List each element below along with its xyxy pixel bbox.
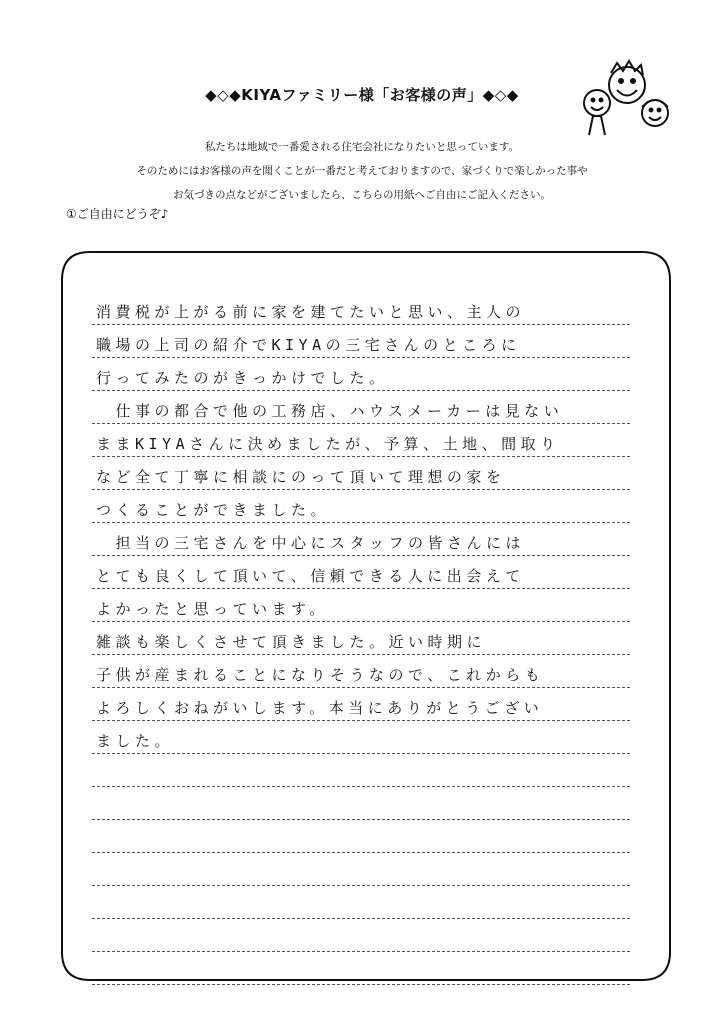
- page-title: ◆◇◆KIYAファミリー様「お客様の声」◆◇◆: [205, 86, 519, 104]
- writing-line: [92, 887, 630, 919]
- handwritten-text: よかったと思っています。: [96, 600, 329, 618]
- intro-line: お気づきの点などがございましたら、こちらの用紙へご自由にご記入ください。: [173, 189, 551, 201]
- writing-line: [92, 425, 630, 457]
- writing-line: [92, 491, 630, 523]
- writing-line: [92, 590, 630, 622]
- intro-line: 私たちは地域で一番愛される住宅会社になりたいと思っています。: [204, 141, 520, 153]
- handwritten-text: 消費税が上がる前に家を建てたいと思い、主人の: [96, 303, 526, 321]
- writing-line: [92, 788, 630, 820]
- handwritten-text: 子供が産まれることになりそうなので、これからも: [96, 666, 545, 684]
- handwritten-text: ままKIYAさんに決めましたが、予算、土地、間取り: [96, 435, 560, 453]
- writing-line: [92, 293, 630, 325]
- intro-text: [0, 135, 724, 207]
- writing-line: [92, 854, 630, 886]
- writing-line: [92, 656, 630, 688]
- writing-line: [92, 722, 630, 754]
- handwritten-text: 行ってみたのがきっかけでした。: [96, 369, 389, 387]
- writing-line: [92, 623, 630, 655]
- writing-line: [92, 359, 630, 391]
- section-prompt: ①ご自由にどうぞ♪: [66, 207, 169, 221]
- writing-line: [92, 524, 630, 556]
- writing-line: [92, 689, 630, 721]
- writing-line: [92, 557, 630, 589]
- handwritten-text: 担当の三宅さんを中心にスタッフの皆さんには: [96, 534, 526, 552]
- writing-line: [92, 326, 630, 358]
- writing-line: [92, 821, 630, 853]
- writing-line: [92, 953, 630, 985]
- handwritten-text: ました。: [96, 732, 175, 750]
- handwritten-text: 職場の上司の紹介でKIYAの三宅さんのところに: [96, 336, 521, 354]
- intro-line: そのためにはお客様の声を聞くことが一番だと考えておりますので、家づくりで楽しかった事や: [136, 165, 588, 177]
- writing-line: [92, 392, 630, 424]
- writing-line: [92, 920, 630, 952]
- handwritten-text: など全て丁寧に相談にのって頂いて理想の家を: [96, 468, 506, 486]
- smiling-family-icon: [575, 55, 675, 140]
- writing-line: [92, 458, 630, 490]
- handwritten-text: 仕事の都合で他の工務店、ハウスメーカーは見ない: [96, 402, 564, 420]
- writing-line: [92, 755, 630, 787]
- handwritten-text: よろしくおねがいします。本当にありがとうござい: [96, 699, 544, 717]
- handwritten-text: つくることができました。: [96, 501, 331, 519]
- handwritten-text: とても良くして頂いて、信頼できる人に出会えて: [96, 567, 525, 585]
- handwritten-text: 雑談も楽しくさせて頂きました。近い時期に: [96, 633, 487, 651]
